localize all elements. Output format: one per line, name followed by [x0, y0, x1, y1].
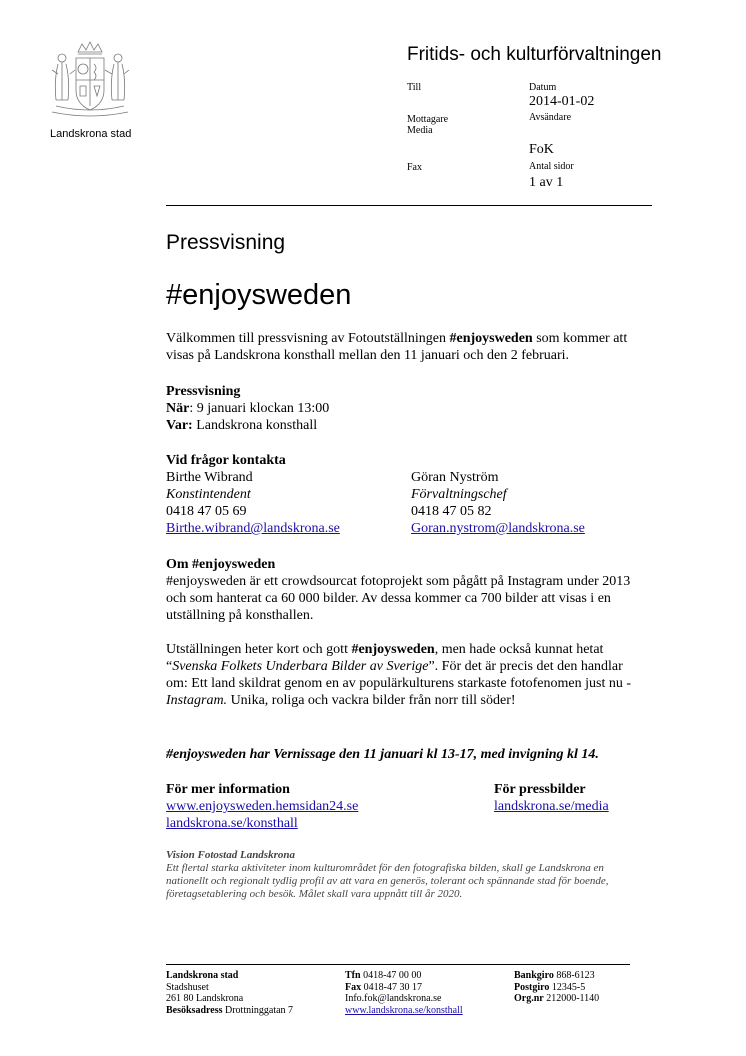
fax-value-footer: 0418-47 30 17	[361, 981, 422, 993]
date-label: Datum	[529, 82, 557, 93]
recipient-label: Mottagare	[407, 114, 449, 125]
recipient-value: Media	[407, 125, 433, 136]
about-paragraph-1: #enjoysweden är ett crowdsourcat fotoprojekt som pågått på Instagram under 2013 och som hanterat ca 60 000 bilder. Av dessa kommer ca 700 bilder att visas i en utställning på konsthallen.	[166, 574, 631, 623]
postgiro-label: Postgiro	[514, 981, 550, 993]
footer-bankgiro	[514, 970, 644, 982]
press-heading: Pressvisning	[166, 384, 241, 399]
pages-value: 1 av 1	[529, 175, 564, 190]
p2-italic-instagram: Instagram.	[166, 693, 228, 708]
press-section	[166, 383, 646, 434]
contact-email-link[interactable]: Birthe.wibrand@landskrona.se	[166, 521, 340, 536]
orgnr-value: 212000-1140	[543, 993, 600, 1004]
contacts-heading: Vid frågor kontakta	[166, 453, 286, 468]
vision-text: Ett flertal starka aktiviteter inom kulturområdet för den fotografiska bilden, skall ge Landskrona en nationellt och regionalt tydlig profil av att vara en generös, tolerant och spännande stad för boende, företagsetablering och besök. Målet skall vara uppnått till år 2020.	[166, 862, 609, 900]
tel-value: 0418-47 00 00	[360, 970, 422, 981]
contact-email-link[interactable]: Goran.nystrom@landskrona.se	[411, 521, 585, 536]
when-label: När	[166, 401, 190, 416]
footer-divider	[166, 964, 630, 965]
contact-phone: 0418 47 05 69	[166, 504, 247, 519]
website-link[interactable]: www.enjoysweden.hemsidan24.se	[166, 799, 359, 814]
to-label: Till	[407, 82, 422, 93]
media-link[interactable]: landskrona.se/media	[494, 799, 609, 814]
page-subtitle: #enjoysweden	[166, 279, 352, 311]
p2-text-e: ”. För det är precis det den handlar om: Ett land skildrat genom en av populärkulturens starkaste fotofenomen just nu -	[166, 659, 632, 691]
press-images-section	[494, 781, 654, 815]
coat-of-arms-icon	[48, 40, 132, 124]
intro-after: som kommer att visas på Landskrona konsthall mellan den 11 januari och den 2 februari.	[166, 331, 628, 363]
footer-email: Info.fok@landskrona.se	[345, 993, 442, 1004]
visit-value: Drottninggatan 7	[222, 1004, 294, 1016]
vision-section	[166, 849, 642, 901]
visit-label: Besöksadress	[166, 1004, 223, 1016]
footer-bank	[514, 970, 644, 1005]
more-info-heading: För mer information	[166, 782, 290, 797]
press-where	[166, 417, 646, 434]
page-title: Pressvisning	[166, 231, 286, 254]
orgnr-label: Org.nr	[514, 993, 544, 1004]
about-section	[166, 556, 644, 709]
intro-before: Välkommen till pressvisning av Fotoutställningen	[166, 331, 450, 346]
fax-label-footer: Fax	[345, 981, 362, 993]
p2-text-g: Unika, roliga och vackra bilder från norr till söder!	[227, 693, 516, 708]
intro-paragraph	[166, 330, 656, 364]
footer-address	[166, 970, 341, 1016]
p2-text-c: , men hade också kunnat hetat “	[166, 642, 604, 674]
sender-label: Avsändare	[529, 112, 572, 123]
footer-postal: 261 80 Landskrona	[166, 993, 244, 1004]
konsthall-link[interactable]: landskrona.se/konsthall	[166, 816, 298, 831]
sender-value: FoK	[529, 142, 554, 157]
tel-label: Tfn	[345, 970, 361, 981]
p2-italic-title: Svenska Folkets Underbara Bilder av Sverige	[172, 659, 429, 674]
footer-web-link[interactable]: www.landskrona.se/konsthall	[345, 1004, 463, 1016]
department-title: Fritids- och kulturförvaltningen	[407, 44, 662, 65]
vernissage-note: #enjoysweden har Vernissage den 11 januari kl 13-17, med invigning kl 14.	[166, 747, 599, 762]
press-when	[166, 400, 646, 417]
contact-role: Konstintendent	[166, 487, 251, 502]
footer-org: Landskrona stad	[166, 970, 239, 981]
about-heading: Om #enjoysweden	[166, 557, 276, 572]
city-logo	[48, 40, 132, 124]
where-label: Var:	[166, 418, 193, 433]
contact-role: Förvaltningschef	[411, 487, 507, 502]
about-paragraph-2	[166, 641, 644, 709]
intro-bold: #enjoysweden	[449, 331, 533, 346]
footer-contact	[345, 970, 505, 1016]
vision-heading: Vision Fotostad Landskrona	[166, 849, 295, 861]
contact-name: Göran Nyström	[411, 470, 499, 485]
bankgiro-value: 868-6123	[553, 970, 595, 981]
p2-text-a: Utställningen heter kort och gott	[166, 642, 352, 657]
contact-phone: 0418 47 05 82	[411, 504, 492, 519]
when-value: : 9 januari klockan 13:00	[189, 401, 330, 416]
p2-bold: #enjoysweden	[351, 642, 435, 657]
footer-orgnr	[514, 993, 644, 1005]
footer-visit	[166, 1005, 341, 1017]
contact-card	[411, 469, 651, 537]
fax-label: Fax	[407, 162, 422, 173]
press-images-heading: För pressbilder	[494, 782, 586, 797]
footer-tel	[345, 970, 505, 982]
where-value: Landskrona konsthall	[192, 418, 318, 433]
bankgiro-label: Bankgiro	[514, 970, 554, 981]
footer-postgiro	[514, 982, 644, 994]
logo-caption: Landskrona stad	[50, 128, 132, 140]
pages-label: Antal sidor	[529, 161, 574, 172]
more-info-section	[166, 781, 466, 832]
footer-building: Stadshuset	[166, 981, 209, 993]
header-divider	[166, 205, 652, 206]
date-value: 2014-01-02	[529, 94, 595, 109]
footer-fax	[345, 982, 505, 994]
contact-name: Birthe Wibrand	[166, 470, 253, 485]
contact-card	[166, 469, 396, 537]
postgiro-value: 12345-5	[549, 981, 586, 993]
